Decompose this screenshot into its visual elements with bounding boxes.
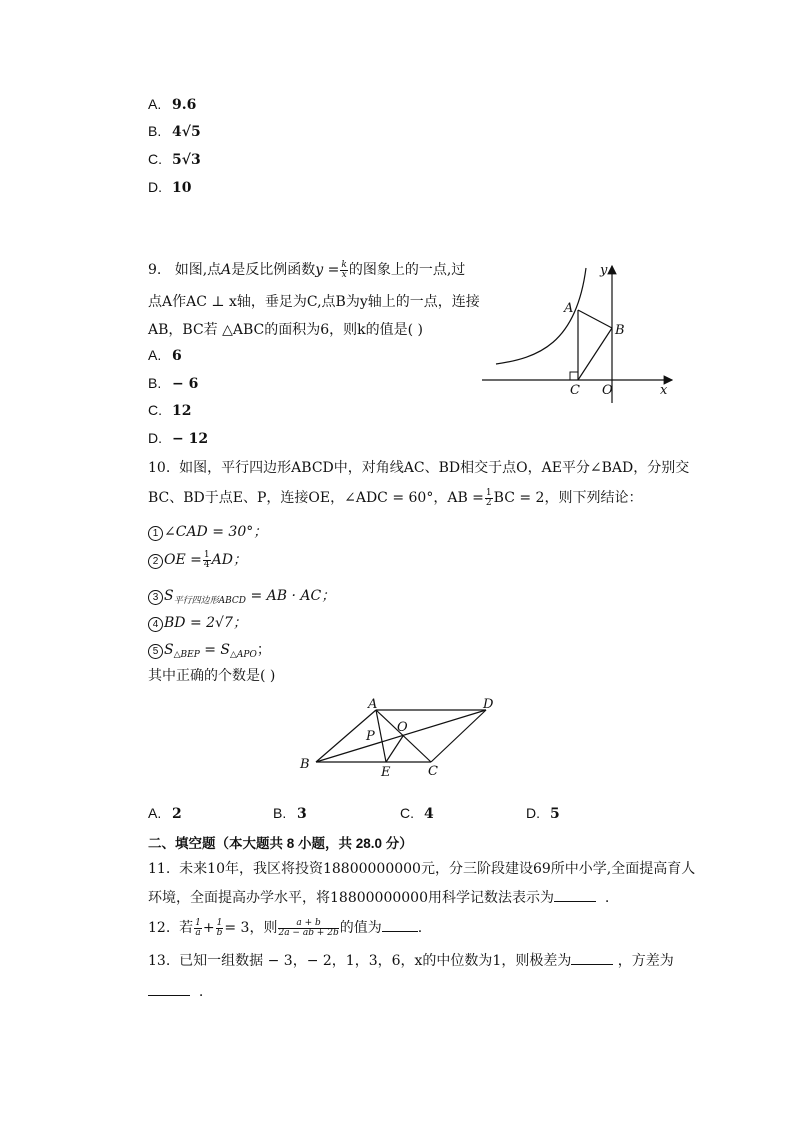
q12-fraction-2 [216, 919, 224, 938]
option-value: 3 [297, 806, 307, 822]
label-d: D [483, 697, 494, 712]
label-o: O [602, 383, 613, 398]
conclusion-fraction [203, 551, 211, 570]
q8-option-d [148, 179, 191, 196]
conclusion-text: S [164, 588, 174, 604]
label-x: x [660, 383, 668, 398]
option-label: D. [148, 179, 162, 195]
q12-text: 若 [179, 920, 194, 936]
label-c: C [428, 764, 438, 779]
q12-operator: + [202, 920, 215, 936]
question-number: 10. [148, 460, 171, 476]
circle-number: 4 [148, 617, 163, 632]
q10-text: BC、BD于点E、P，连接OE，∠ADC = 60°，AB = [148, 490, 484, 506]
denominator: x [341, 269, 347, 280]
q13-line-2 [148, 982, 203, 1002]
conclusion-text: = AB · AC； [250, 588, 336, 604]
q9-point-a: A [221, 262, 232, 278]
conclusion-text: ∠CAD = 30°； [164, 524, 268, 540]
numerator: 1 [195, 917, 201, 928]
option-value: 10 [172, 180, 192, 196]
q10-conclusion-4 [148, 613, 247, 633]
numerator: a + b [278, 919, 338, 929]
denominator: b [216, 927, 223, 938]
q13-text: 已知一组数据 − 3，− 2，1，3，6，x的中位数为1，则极差为 [179, 953, 572, 969]
numerator: k [341, 259, 347, 270]
q13-line-1 [148, 951, 675, 971]
question-number: 9. [148, 262, 162, 278]
label-b: B [300, 757, 310, 772]
segment-ab [578, 310, 612, 328]
q9-text: 是反比例函数 [231, 262, 316, 278]
conclusion-text: = S [204, 642, 230, 658]
numerator: 1 [485, 487, 492, 498]
label-c: C [570, 383, 580, 398]
q12-fraction-1 [194, 919, 202, 938]
denominator: a [195, 927, 201, 938]
conclusion-subscript: 平行四边形ABCD [173, 596, 246, 606]
label-p: P [366, 729, 375, 744]
q12-text: = 3，则 [224, 920, 278, 936]
option-value: − 6 [172, 376, 199, 392]
option-value: 5√3 [172, 152, 201, 168]
q10-conclusion-1 [148, 522, 267, 542]
q9-fraction [340, 261, 347, 280]
q10-option-c [400, 805, 434, 822]
option-label: A. [148, 96, 162, 112]
q12-fraction-3 [278, 919, 338, 938]
hyperbola-curve [496, 268, 586, 364]
question-number: 12. [148, 920, 171, 936]
option-value: 5 [550, 806, 560, 822]
q9-option-d [148, 430, 208, 447]
option-label: B. [148, 123, 162, 139]
label-e: E [381, 765, 391, 780]
q12-text: . [417, 920, 423, 936]
q9-text: 的图象上的一点,过 [348, 262, 466, 278]
q8-option-b [148, 123, 201, 140]
answer-blank[interactable] [382, 919, 418, 932]
conclusion-text: BD = 2√7； [164, 615, 247, 631]
conclusion-subscript: △BEP [173, 650, 200, 660]
option-label: A. [148, 805, 162, 821]
q9-line-3: AB，BC若 △ABC的面积为6，则k的值是( ) [148, 322, 424, 338]
q10-figure [296, 694, 502, 780]
option-label: D. [526, 805, 540, 821]
question-number: 11. [148, 861, 171, 877]
q9-text: 如图,点 [174, 262, 222, 278]
q11-line-2 [148, 888, 609, 908]
q10-option-b [273, 805, 307, 822]
q10-ask: 其中正确的个数是( ) [148, 668, 276, 684]
option-value: − 12 [172, 431, 209, 447]
option-label: B. [273, 805, 287, 821]
q11-text: 未来10年，我区将投资18800000000元，分三阶段建设69所中小学,全面提高育人 [179, 861, 696, 877]
denominator: 2a − ab + 2b [278, 927, 339, 938]
label-a: A [564, 301, 574, 316]
q8-option-c [148, 151, 201, 168]
q12-text: 的值为 [339, 920, 382, 936]
option-value: 12 [172, 403, 192, 419]
q11-line-1 [148, 859, 695, 879]
label-y: y [600, 263, 608, 278]
option-value: 2 [172, 806, 182, 822]
q9-option-c [148, 402, 191, 419]
circle-number: 2 [148, 554, 163, 569]
option-label: D. [148, 430, 162, 446]
q10-text: BC = 2，则下列结论： [493, 490, 643, 506]
q13-text: . [198, 984, 204, 1000]
circle-number: 5 [148, 644, 163, 659]
conclusion-text: S [164, 642, 174, 658]
q10-option-a [148, 805, 182, 822]
q10-conclusion-5 [148, 640, 271, 665]
numerator: 1 [203, 549, 210, 560]
spacer [674, 953, 675, 965]
q10-text: 如图，平行四边形ABCD中，对角线AC、BD相交于点O，AE平分∠BAD，分别交 [179, 460, 690, 476]
denominator: 2 [485, 497, 492, 508]
q9-figure [478, 258, 684, 408]
q8-option-a [148, 96, 196, 113]
q10-line-2 [148, 488, 642, 508]
label-b: B [615, 323, 625, 338]
conclusion-text: ； [256, 642, 271, 658]
q12-line [148, 918, 422, 938]
q9-option-a [148, 347, 182, 364]
q10-fraction [485, 489, 493, 508]
q10-conclusion-2 [148, 550, 247, 570]
q13-text: ，方差为 [617, 953, 674, 969]
option-label: C. [148, 151, 162, 167]
q10-conclusion-3 [148, 586, 335, 611]
denominator: 4 [203, 559, 210, 570]
option-value: 9.6 [172, 97, 197, 113]
option-label: C. [148, 402, 162, 418]
option-value: 4√5 [172, 124, 201, 140]
section-heading: 二、填空题（本大题共 8 小题，共 28.0 分） [148, 836, 413, 851]
conclusion-text: AD； [211, 552, 247, 568]
q9-function: y = [315, 262, 340, 278]
answer-blank-variance[interactable] [148, 983, 190, 996]
numerator: 1 [216, 917, 223, 928]
answer-blank[interactable] [554, 889, 596, 902]
q9-line-1 [148, 260, 465, 280]
answer-blank-range[interactable] [571, 952, 613, 965]
diagonal-bd [316, 710, 486, 762]
conclusion-text: OE = [164, 552, 202, 568]
circle-number: 3 [148, 590, 163, 605]
question-number: 13. [148, 953, 171, 969]
option-label: B. [148, 375, 162, 391]
q9-option-b [148, 375, 198, 392]
right-angle-mark [570, 372, 578, 380]
segment-bc [578, 328, 612, 380]
option-value: 4 [424, 806, 434, 822]
option-label: C. [400, 805, 414, 821]
q11-text: . [604, 890, 610, 906]
option-value: 6 [172, 348, 182, 364]
conclusion-subscript: △APO [230, 650, 257, 660]
q10-line-1 [148, 458, 689, 478]
label-o: O [397, 720, 408, 735]
q10-option-d [526, 805, 560, 822]
option-label: A. [148, 347, 162, 363]
q9-line-2: 点A作AC ⊥ x轴，垂足为C,点B为y轴上的一点，连接 [148, 294, 480, 310]
label-a: A [368, 697, 378, 712]
q11-text: 环境，全面提高办学水平，将18800000000用科学记数法表示为 [148, 890, 554, 906]
circle-number: 1 [148, 526, 163, 541]
